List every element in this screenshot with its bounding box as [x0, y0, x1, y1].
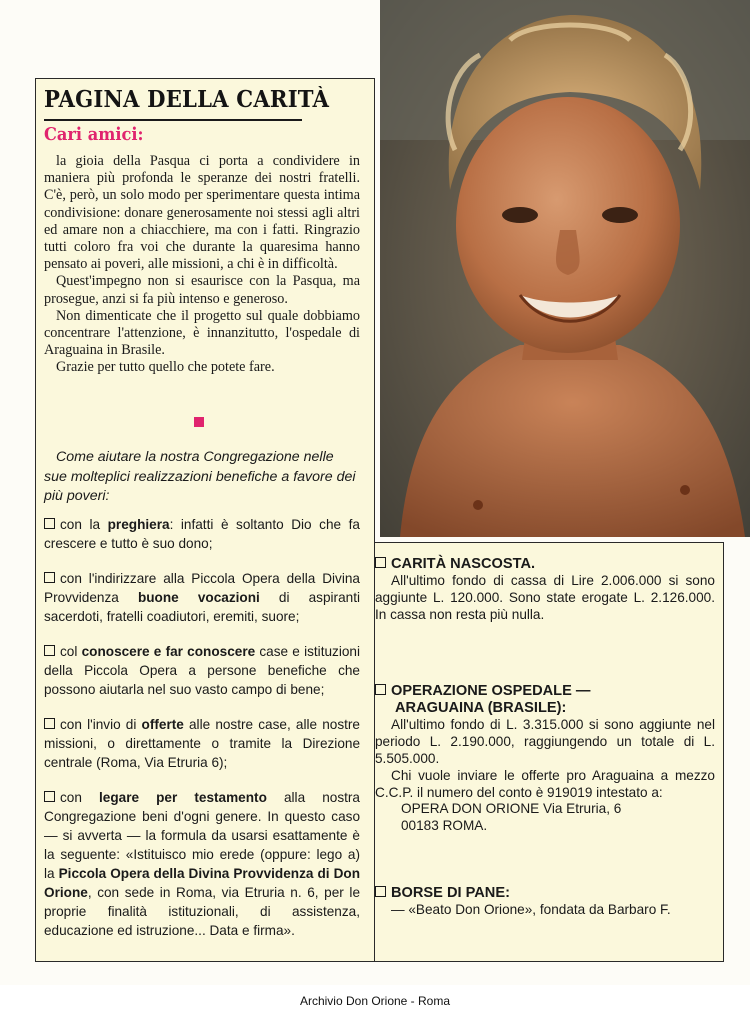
page-title: PAGINA DELLA CARITÀ — [44, 86, 330, 113]
letter-paragraph: Grazie per tutto quello che potete fare. — [56, 359, 275, 376]
title-underline — [44, 119, 302, 121]
section-title-text: CARITÀ NASCOSTA. — [391, 556, 536, 572]
item-bold: offerte — [141, 717, 184, 732]
checkbox-square-icon — [44, 518, 55, 529]
checkbox-square-icon — [44, 572, 55, 583]
item-text: col — [60, 644, 82, 659]
section-carita-nascosta — [375, 556, 715, 623]
section-borse-di-pane — [375, 885, 715, 919]
section-body: — «Beato Don Orione», fondata da Barbaro F. — [391, 901, 671, 917]
item-bold: conoscere e far conoscere — [81, 644, 256, 659]
list-item — [44, 569, 360, 626]
list-item — [44, 715, 360, 772]
item-text: con l'invio di — [60, 717, 142, 732]
checkbox-square-icon — [44, 718, 55, 729]
checkbox-square-icon — [44, 791, 55, 802]
item-bold: buone vocazioni — [137, 590, 260, 605]
address-line: 00183 ROMA. — [401, 818, 488, 834]
checkbox-square-icon — [375, 684, 386, 695]
item-text: di aspiranti sacerdoti, fratelli coadiutori, eremiti, suore; — [44, 590, 360, 624]
item-text: , con sede in Roma, via Etruria n. 6, per le proprie finalità istituzionali, di assistenza, educazione ed istruzione... Data e firma». — [44, 885, 360, 938]
section-subtitle: ARAGUAINA (BRASILE): — [395, 700, 567, 717]
item-bold: legare per testamento — [99, 790, 267, 805]
help-list — [44, 515, 360, 956]
archive-footer: Archivio Don Orione - Roma — [299, 994, 451, 1008]
item-text: con — [60, 790, 99, 805]
item-bold: Piccola Opera della Divina Provvidenza di Don Orione — [44, 866, 360, 900]
item-text: case e istituzioni della Piccola Opera a persone benefiche che possono aiutarla nel suo vasto campo di bene; — [44, 644, 360, 697]
checkbox-square-icon — [375, 886, 386, 897]
letter-paragraph: Non dimenticate che il progetto sul quale dobbiamo concentrare l'attenzione, è innanzitutto, l'ospedale di Araguaina in Brasile. — [44, 307, 360, 359]
help-intro: Come aiutare la nostra Congregazione nelle sue molteplici realizzazioni benefiche a favore dei più poveri: — [44, 449, 356, 504]
item-bold: preghiera — [107, 517, 170, 532]
address-line: OPERA DON ORIONE Via Etruria, 6 — [401, 801, 622, 817]
item-text: : infatti è soltanto Dio che fa crescere e tutto è suo dono; — [44, 517, 360, 551]
section-title-text: OPERAZIONE OSPEDALE — — [391, 683, 591, 700]
letter-paragraph: la gioia della Pasqua ci porta a condividere in maniera più profonda le speranze dei nostri fratelli. C'è, però, un solo modo per sperimentare questa intima condivisione: donare generosamente noi stessi agli altri ed amare non a chiacchiere, ma con i fatti. Ringrazio tutti coloro fra voi che durante la quaresima hanno pensato ai poveri, alle missioni, a chi è in difficoltà. — [44, 153, 360, 273]
list-item — [44, 788, 360, 940]
list-item — [44, 642, 360, 699]
section-body: Chi vuole inviare le offerte pro Araguaina a mezzo C.C.P. il numero del conto è 919019 intestato a: — [375, 767, 715, 800]
list-item — [44, 515, 360, 553]
section-title — [375, 556, 715, 573]
letter-text — [44, 153, 360, 377]
fund-reports — [375, 556, 715, 919]
separator-square-icon — [194, 417, 204, 427]
item-text: alla nostra Congregazione beni d'ogni genere. In questo caso — si avverta — la formula da usarsi esattamente è la seguente: «Istituisco mio erede (oppure: lego a) la — [44, 790, 360, 881]
section-title — [375, 885, 715, 902]
section-title-text: BORSE DI PANE: — [391, 884, 510, 901]
child-photo — [380, 0, 750, 537]
item-text: con l'indirizzare alla Piccola Opera della Divina Provvidenza — [44, 571, 360, 605]
checkbox-square-icon — [375, 557, 386, 568]
checkbox-square-icon — [44, 645, 55, 656]
section-body: All'ultimo fondo di L. 3.315.000 si sono aggiunte nel periodo L. 2.190.000, raggiungendo un totale di L. 5.505.000. — [375, 717, 715, 766]
item-text: con la — [60, 517, 108, 532]
letter-paragraph: Quest'impegno non si esaurisce con la Pasqua, ma prosegue, anzi si fa più intenso e generoso. — [44, 273, 360, 307]
item-text: alle nostre case, alle nostre missioni, o direttamente o tramite la Direzione centrale (Roma, Via Etruria 6); — [44, 717, 360, 770]
greeting: Cari amici: — [44, 124, 144, 145]
section-operazione-ospedale — [375, 683, 715, 835]
section-body: All'ultimo fondo di cassa di Lire 2.006.000 si sono aggiunte L. 120.000. Sono state erogate L. 2.126.000. In cassa non resta più nulla. — [375, 573, 715, 622]
section-title — [375, 683, 715, 700]
